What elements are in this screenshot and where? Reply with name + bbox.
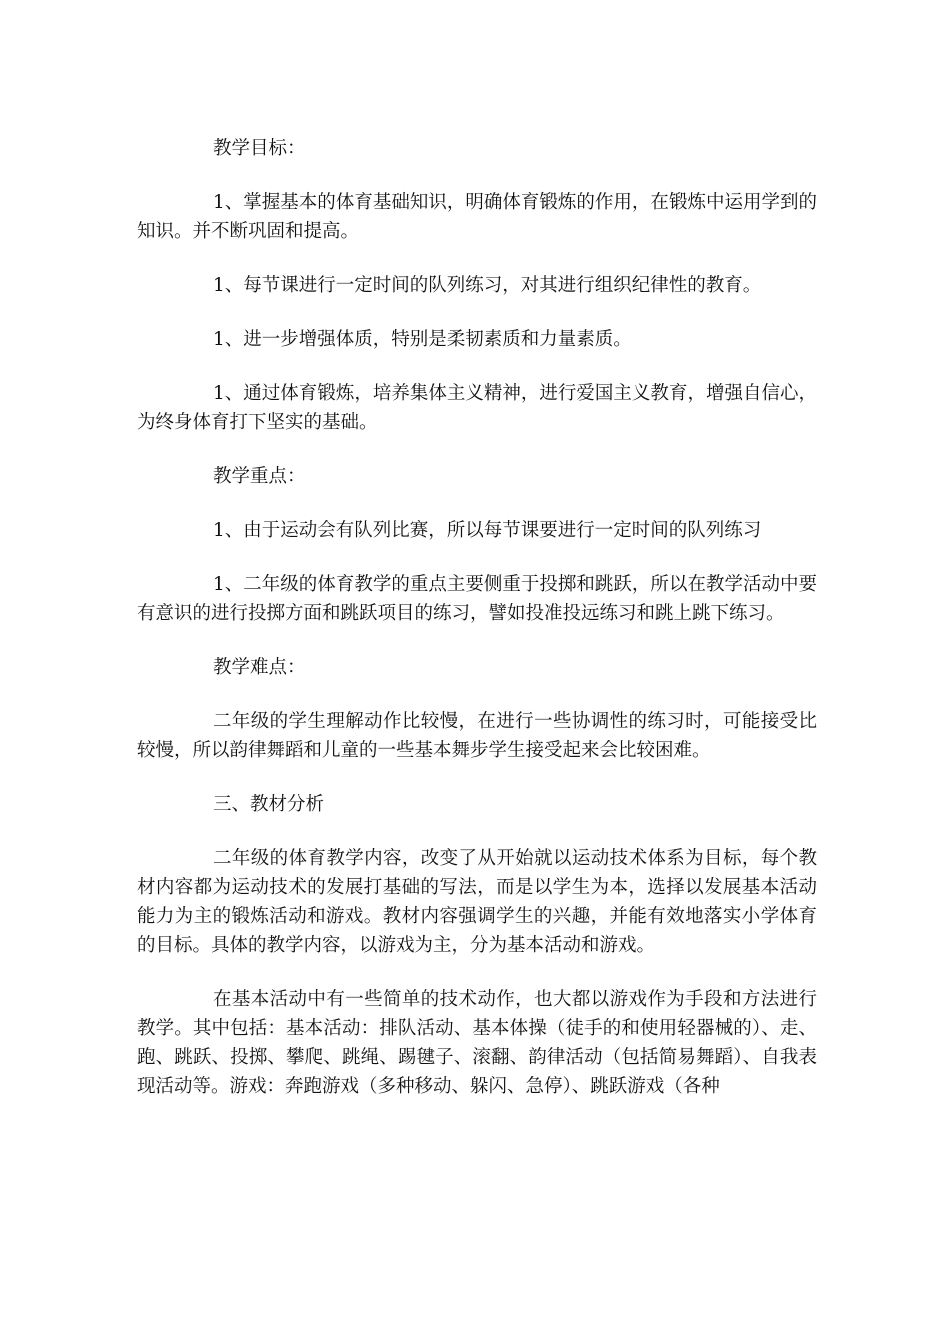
document-body xyxy=(137,134,817,1126)
focus-paragraph: 1、二年级的体育教学的重点主要侧重于投掷和跳跃，所以在教学活动中要有意识的进行投掷方面和跳跃项目的练习，譬如投准投远练习和跳上跳下练习。 xyxy=(137,574,817,624)
analysis-paragraph: 二年级的体育教学内容，改变了从开始就以运动技术体系为目标，每个教材内容都为运动技术的发展打基础的写法，而是以学生为本，选择以发展基本活动能力为主的锻炼活动和游戏。教材内容强调学生的兴趣，并能有效地落实小学体育的目标。具体的教学内容，以游戏为主，分为基本活动和游戏。 xyxy=(137,848,817,956)
difficulty-paragraph: 二年级的学生理解动作比较慢，在进行一些协调性的练习时，可能接受比较慢，所以韵律舞蹈和儿童的一些基本舞步学生接受起来会比较困难。 xyxy=(137,711,817,761)
heading-teaching-goals: 教学目标： xyxy=(213,138,306,159)
goal-paragraph: 1、每节课进行一定时间的队列练习，对其进行组织纪律性的教育。 xyxy=(213,275,762,296)
heading-teaching-difficulty: 教学难点： xyxy=(213,657,306,678)
focus-paragraph: 1、由于运动会有队列比赛，所以每节课要进行一定时间的队列练习 xyxy=(213,520,762,541)
heading-teaching-focus: 教学重点： xyxy=(213,466,306,487)
goal-paragraph: 1、通过体育锻炼，培养集体主义精神，进行爱国主义教育，增强自信心，为终身体育打下坚实的基础。 xyxy=(137,383,817,433)
heading-material-analysis: 三、教材分析 xyxy=(213,794,325,815)
analysis-paragraph: 在基本活动中有一些简单的技术动作，也大都以游戏作为手段和方法进行教学。其中包括：基本活动：排队活动、基本体操（徒手的和使用轻器械的）、走、跑、跳跃、投掷、攀爬、跳绳、踢毽子、滚翻、韵律活动（包括简易舞蹈）、自我表现活动等。游戏：奔跑游戏（多种移动、躲闪、急停）、跳跃游戏（各种 xyxy=(137,989,817,1097)
goal-paragraph: 1、掌握基本的体育基础知识，明确体育锻炼的作用，在锻炼中运用学到的知识。并不断巩固和提高。 xyxy=(137,192,817,242)
goal-paragraph: 1、进一步增强体质，特别是柔韧素质和力量素质。 xyxy=(213,329,632,350)
